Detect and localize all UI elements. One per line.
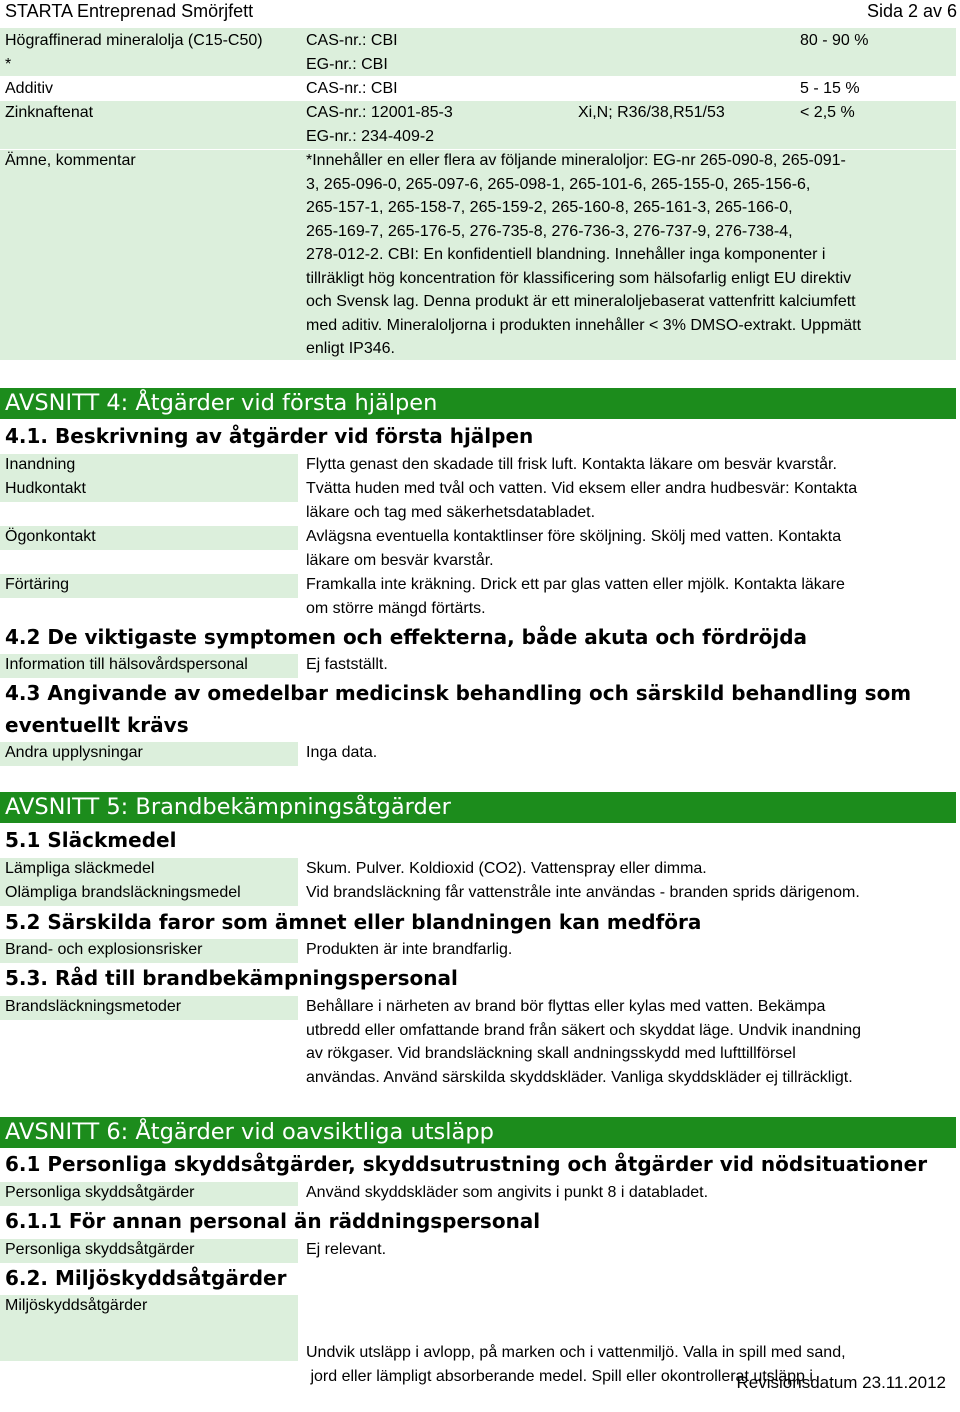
suitable-media-value: Skum. Pulver. Koldioxid (CO2). Vattenspray eller dimma. — [306, 860, 707, 877]
health-info-label: Information till hälsovårdspersonal — [5, 656, 248, 673]
subsection-4-1-title: 4.1. Beskrivning av åtgärder vid första hjälpen — [5, 424, 534, 448]
subsection-6-1-1-title: 6.1.1 För annan personal än räddningspersonal — [5, 1209, 541, 1233]
section-4-header: AVSNITT 4: Åtgärder vid första hjälpen — [0, 388, 956, 419]
subsection-5-3-title: 5.3. Råd till brandbekämpningspersonal — [5, 966, 458, 990]
subsection-5-1-title: 5.1 Släckmedel — [5, 828, 177, 852]
revision-date: Revisionsdatum 23.11.2012 — [736, 1373, 946, 1392]
health-info-value: Ej fastställt. — [306, 656, 388, 673]
personal-protection-2-label: Personliga skyddsåtgärder — [5, 1241, 195, 1258]
component-classification: Xi,N; R36/38,R51/53 — [578, 104, 725, 121]
component-ids: CAS-nr.: CBI — [306, 80, 398, 97]
inhalation-value: Flytta genast den skadade till frisk luft. Kontakta läkare om besvär kvarstår. — [306, 456, 837, 473]
suitable-media-label: Lämpliga släckmedel — [5, 860, 155, 877]
inhalation-label: Inandning — [5, 456, 76, 473]
subsection-6-1-title: 6.1 Personliga skyddsåtgärder, skyddsutrustning och åtgärder vid nödsituationer — [5, 1152, 928, 1176]
component-ids: CAS-nr.: CBI EG-nr.: CBI — [306, 32, 398, 73]
component-concentration: 5 - 15 % — [800, 80, 860, 97]
fire-hazard-value: Produkten är inte brandfarlig. — [306, 941, 513, 958]
comment-text: *Innehåller en eller flera av följande mineraloljor: EG-nr 265-090-8, 265-091- 3, 265-096-0, 265-097-6, 265-098-1, 265-101-6, 265-155-0, 265-156-6, 265-157-1, 265-158-7, 265-159-2, 265-160-8, 265-161-3, 265-166-0, 265-169-7, 265-176-5, 276-735-8, 276-736-3, 276-737-9, 276-738-4, 278-012-2. CBI: En konfidentiell blandning. Innehåller inga komponenter i tillräkligt hög koncentration för klassificering som hälsofarlig enligt EU direktiv och Svensk lag. Denna produkt är ett mineraloljebaserat vattenfritt kalciumfett med aditiv. Mineraloljorna i produkten innehåller < 3% DMSO-extrakt. Uppmätt enligt IP346. — [306, 152, 862, 357]
other-info-label: Andra upplysningar — [5, 744, 143, 761]
component-ids: CAS-nr.: 12001-85-3 EG-nr.: 234-409-2 — [306, 104, 453, 145]
personal-protection-value: Använd skyddskläder som angivits i punkt 8 i databladet. — [306, 1184, 709, 1201]
component-concentration: < 2,5 % — [800, 104, 855, 121]
component-name: Additiv — [5, 80, 54, 97]
ingestion-label: Förtäring — [5, 576, 70, 593]
subsection-4-2-title: 4.2 De viktigaste symptomen och effekterna, både akuta och fördröjda — [5, 625, 808, 649]
unsuitable-media-value: Vid brandsläckning får vattenstråle inte användas - branden sprids därigenom. — [306, 884, 860, 901]
subsection-5-2-title: 5.2 Särskilda faror som ämnet eller blandningen kan medföra — [5, 910, 702, 934]
eye-contact-label: Ögonkontakt — [5, 528, 96, 545]
section-5-header: AVSNITT 5: Brandbekämpningsåtgärder — [0, 792, 956, 823]
comment-label: Ämne, kommentar — [5, 152, 136, 169]
environmental-value: Undvik utsläpp i avlopp, på marken och i vattenmiljö. Valla in spill med sand, jord eller lämpligt absorberande medel. Spill eller okontrollerat utsläpp i — [306, 1344, 846, 1385]
page-number: Sida 2 av 6 — [866, 1, 957, 21]
subsection-6-2-title: 6.2. Miljöskyddsåtgärder — [5, 1266, 287, 1290]
personal-protection-2-value: Ej relevant. — [306, 1241, 387, 1258]
other-info-value: Inga data. — [306, 744, 378, 761]
extinguishing-method-label: Brandsläckningsmetoder — [5, 998, 182, 1015]
section-6-header: AVSNITT 6: Åtgärder vid oavsiktliga utsläpp — [0, 1117, 956, 1148]
personal-protection-label: Personliga skyddsåtgärder — [5, 1184, 195, 1201]
company-name: STARTA Entreprenad Smörjfett — [5, 1, 254, 21]
component-concentration: 80 - 90 % — [800, 32, 869, 49]
unsuitable-media-label: Olämpliga brandsläckningsmedel — [5, 884, 241, 901]
eye-contact-value: Avlägsna eventuella kontaktlinser före sköljning. Skölj med vatten. Kontakta läkare om besvär kvarstår. — [306, 528, 842, 569]
skin-contact-label: Hudkontakt — [5, 480, 86, 497]
skin-contact-value: Tvätta huden med tvål och vatten. Vid eksem eller andra hudbesvär: Kontakta läkare och tag med säkerhetsdatabladet. — [306, 480, 858, 521]
component-name: Högraffinerad mineralolja (C15-C50) * — [5, 32, 263, 73]
component-name: Zinknaftenat — [5, 104, 94, 121]
ingestion-value: Framkalla inte kräkning. Drick ett par glas vatten eller mjölk. Kontakta läkare om större mängd förtärts. — [306, 576, 845, 617]
subsection-4-3-title: 4.3 Angivande av omedelbar medicinsk behandling och särskild behandling som eventuellt krävs — [5, 681, 912, 737]
extinguishing-method-value: Behållare i närheten av brand bör flyttas eller kylas med vatten. Bekämpa utbredd eller omfattande brand från säkert och skyddat läge. Undvik inandning av rökgaser. Vid brandsläckning skall andningsskydd med lufttillförsel användas. Använd särskilda skyddskläder. Vanliga skyddskläder ej tillräckligt. — [306, 998, 862, 1086]
environmental-label: Miljöskyddsåtgärder — [5, 1297, 148, 1314]
fire-hazard-label: Brand- och explosionsrisker — [5, 941, 203, 958]
